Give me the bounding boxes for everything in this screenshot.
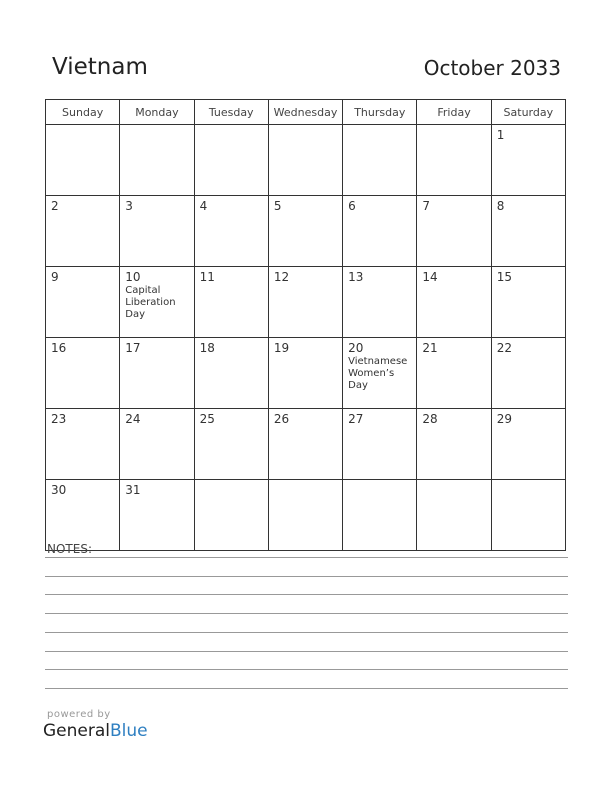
day-cell bbox=[46, 267, 120, 338]
powered-by-text: powered by bbox=[47, 709, 111, 720]
note-line bbox=[45, 557, 568, 558]
day-number: 6 bbox=[348, 199, 356, 213]
day-number: 11 bbox=[199, 270, 215, 284]
day-cell bbox=[491, 338, 565, 409]
day-number: 18 bbox=[199, 341, 215, 355]
day-number: 28 bbox=[422, 412, 438, 426]
day-cell bbox=[268, 196, 342, 267]
day-number: 25 bbox=[199, 412, 215, 426]
day-cell bbox=[46, 409, 120, 480]
day-cell bbox=[491, 125, 565, 196]
day-cell bbox=[417, 125, 491, 196]
day-cell bbox=[120, 338, 194, 409]
day-cell bbox=[268, 480, 342, 551]
day-cell bbox=[120, 409, 194, 480]
day-number: 20 bbox=[348, 341, 364, 355]
day-cell bbox=[417, 409, 491, 480]
day-number: 27 bbox=[348, 412, 364, 426]
note-line bbox=[45, 632, 568, 633]
day-number: 12 bbox=[273, 270, 290, 284]
day-cell bbox=[194, 196, 268, 267]
day-number: 5 bbox=[273, 199, 282, 213]
day-cell bbox=[491, 196, 565, 267]
day-number: 19 bbox=[273, 341, 290, 355]
day-cell bbox=[417, 267, 491, 338]
weekday-friday: Friday bbox=[417, 100, 491, 125]
day-cell bbox=[343, 196, 417, 267]
day-cell bbox=[343, 125, 417, 196]
day-cell bbox=[343, 409, 417, 480]
day-number: 31 bbox=[125, 483, 141, 497]
note-line bbox=[45, 688, 568, 689]
day-cell bbox=[194, 125, 268, 196]
day-cell bbox=[343, 267, 417, 338]
brand-general: General bbox=[43, 721, 110, 741]
calendar-grid bbox=[45, 99, 566, 551]
day-cell bbox=[417, 196, 491, 267]
day-cell bbox=[120, 267, 194, 338]
day-cell bbox=[194, 480, 268, 551]
day-cell bbox=[343, 480, 417, 551]
day-cell bbox=[343, 338, 417, 409]
weekday-wednesday: Wednesday bbox=[268, 100, 342, 125]
day-number: 13 bbox=[348, 270, 364, 284]
day-number: 2 bbox=[51, 199, 59, 213]
day-cell bbox=[46, 125, 120, 196]
week-row bbox=[46, 480, 566, 551]
weekday-monday: Monday bbox=[120, 100, 194, 125]
day-cell bbox=[120, 480, 194, 551]
day-cell bbox=[46, 480, 120, 551]
day-cell bbox=[120, 125, 194, 196]
holiday-label: Capital Liberation Day bbox=[125, 285, 176, 320]
day-cell bbox=[491, 409, 565, 480]
day-number: 24 bbox=[125, 412, 141, 426]
country-title: Vietnam bbox=[52, 54, 148, 80]
day-cell bbox=[120, 196, 194, 267]
month-year-title: October 2033 bbox=[423, 56, 561, 80]
day-number: 3 bbox=[125, 199, 133, 213]
day-number: 29 bbox=[496, 412, 512, 426]
day-number: 14 bbox=[422, 270, 438, 284]
day-number: 22 bbox=[496, 341, 512, 355]
weekday-header-row bbox=[46, 100, 566, 125]
day-cell bbox=[268, 409, 342, 480]
week-row bbox=[46, 196, 566, 267]
day-cell bbox=[417, 480, 491, 551]
day-number: 1 bbox=[496, 128, 505, 142]
note-line bbox=[45, 613, 568, 614]
week-row bbox=[46, 267, 566, 338]
day-number: 8 bbox=[496, 199, 505, 213]
note-line bbox=[45, 594, 568, 595]
day-number: 9 bbox=[51, 270, 59, 284]
day-number: 17 bbox=[125, 341, 141, 355]
day-cell bbox=[268, 267, 342, 338]
weekday-thursday: Thursday bbox=[343, 100, 417, 125]
week-row bbox=[46, 409, 566, 480]
week-row bbox=[46, 338, 566, 409]
note-line bbox=[45, 669, 568, 670]
day-number: 21 bbox=[422, 341, 438, 355]
day-cell bbox=[194, 409, 268, 480]
weekday-saturday: Saturday bbox=[491, 100, 565, 125]
day-cell bbox=[268, 125, 342, 196]
day-number: 26 bbox=[273, 412, 290, 426]
day-cell bbox=[194, 338, 268, 409]
notes-label: NOTES: bbox=[47, 542, 92, 556]
day-number: 23 bbox=[51, 412, 67, 426]
week-row bbox=[46, 125, 566, 196]
day-number: 7 bbox=[422, 199, 431, 213]
note-line bbox=[45, 576, 568, 577]
day-cell bbox=[194, 267, 268, 338]
generalblue-logo[interactable] bbox=[43, 721, 148, 741]
day-cell bbox=[491, 480, 565, 551]
day-cell bbox=[268, 338, 342, 409]
day-cell bbox=[491, 267, 565, 338]
note-line bbox=[45, 651, 568, 652]
weekday-tuesday: Tuesday bbox=[194, 100, 268, 125]
day-cell bbox=[46, 196, 120, 267]
day-number: 30 bbox=[51, 483, 67, 497]
day-cell bbox=[46, 338, 120, 409]
day-cell bbox=[417, 338, 491, 409]
weekday-sunday: Sunday bbox=[46, 100, 120, 125]
day-number: 10 bbox=[125, 270, 141, 284]
brand-blue: Blue bbox=[110, 721, 148, 741]
day-number: 15 bbox=[496, 270, 512, 284]
holiday-label: Vietnamese Women’s Day bbox=[348, 356, 408, 391]
day-number: 16 bbox=[51, 341, 67, 355]
day-number: 4 bbox=[199, 199, 208, 213]
